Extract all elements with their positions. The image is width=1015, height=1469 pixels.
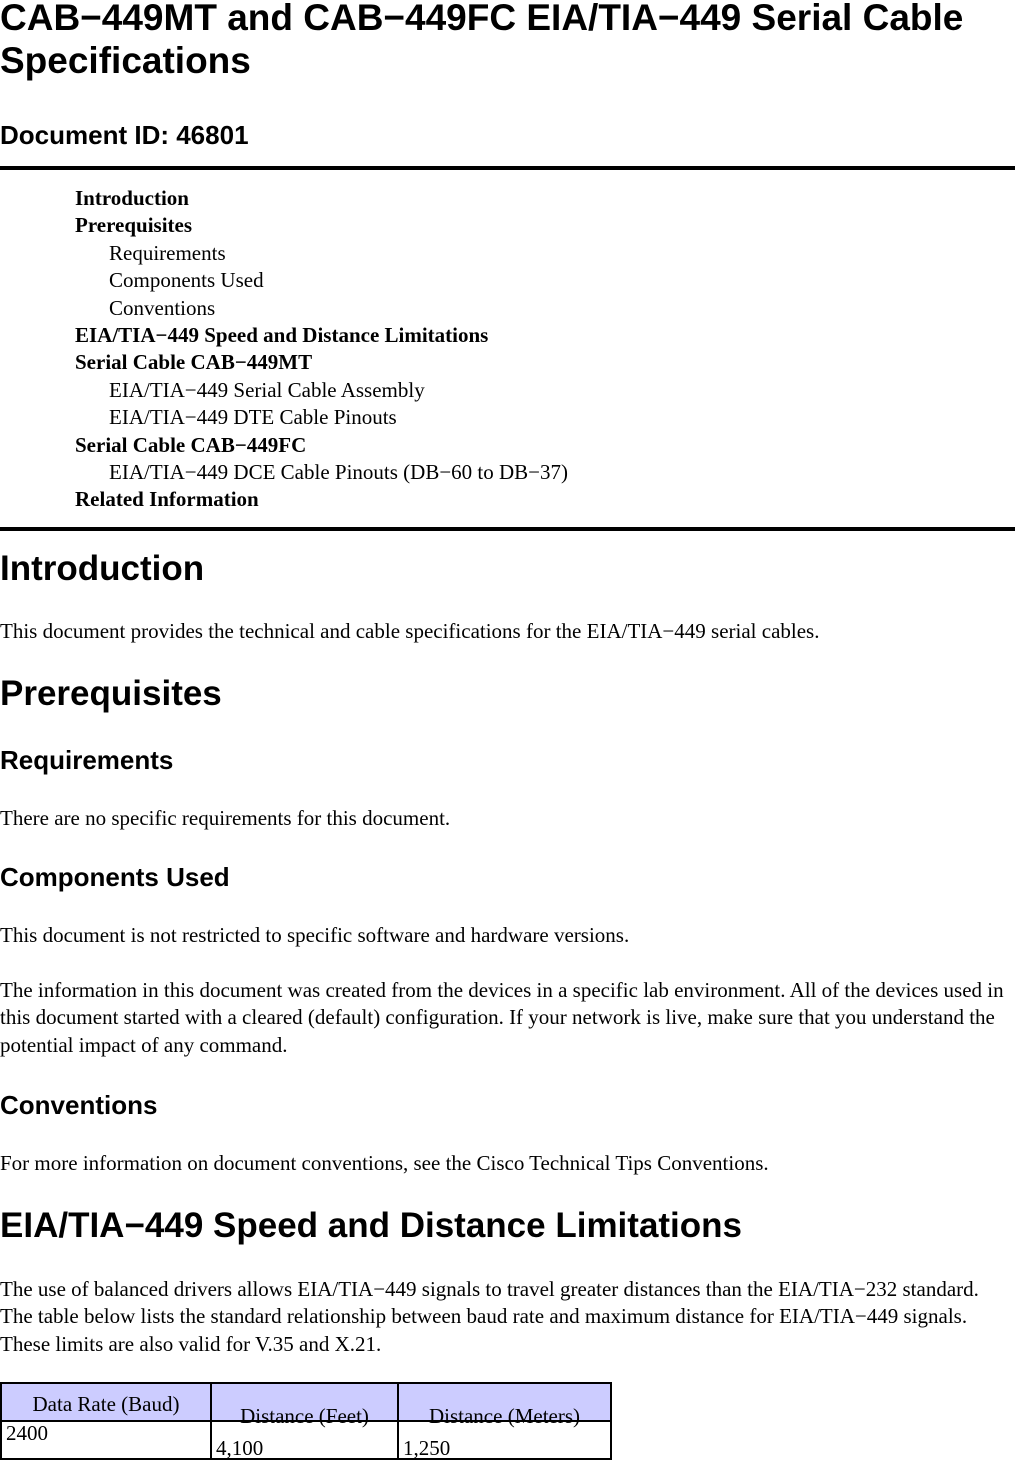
heading-prerequisites: Prerequisites: [0, 674, 222, 713]
introduction-text: This document provides the technical and cable specifications for the EIA/TIA−449 serial cables.: [0, 619, 820, 643]
toc-link-related-information[interactable]: Related Information: [75, 487, 259, 512]
table-of-contents: [0, 185, 568, 514]
toc-link-cab-449fc[interactable]: Serial Cable CAB−449FC: [75, 432, 307, 457]
toc-link-speed-distance[interactable]: EIA/TIA−449 Speed and Distance Limitations: [75, 322, 489, 347]
toc-link-conventions[interactable]: Conventions: [109, 295, 216, 320]
speed-distance-text: The use of balanced drivers allows EIA/TIA−449 signals to travel greater distances than the EIA/TIA−232 standard. The table below lists the standard relationship between baud rate and maximum distance for EIA/TIA−449 signals. These limits are also valid for V.35 and X.21.: [0, 1277, 979, 1356]
heading-components-used: Components Used: [0, 862, 230, 892]
toc-link-requirements[interactable]: Requirements: [109, 240, 226, 265]
table-header-cell: Distance (Feet): [211, 1383, 398, 1421]
heading-conventions: Conventions: [0, 1090, 158, 1120]
toc-link-cab-449mt[interactable]: Serial Cable CAB−449MT: [75, 350, 313, 375]
toc-link-cable-assembly[interactable]: EIA/TIA−449 Serial Cable Assembly: [109, 377, 425, 402]
divider-top: [0, 166, 1015, 170]
table-cell: 4,100: [211, 1421, 398, 1459]
heading-speed-distance: EIA/TIA−449 Speed and Distance Limitations: [0, 1206, 743, 1245]
components-text-2: The information in this document was created from the devices in a specific lab environment. All of the devices used in this document started with a cleared (default) configuration. If your network is live, make sure that you understand the potential impact of any command.: [0, 978, 1004, 1057]
table-header-row: [1, 1383, 611, 1421]
requirements-text: There are no specific requirements for this document.: [0, 806, 451, 830]
table-row: [1, 1421, 611, 1459]
table-header-cell: Data Rate (Baud): [1, 1383, 211, 1421]
heading-introduction: Introduction: [0, 549, 205, 588]
toc-link-prerequisites[interactable]: Prerequisites: [75, 213, 193, 238]
document-title: CAB−449MT and CAB−449FC EIA/TIA−449 Serial Cable Specifications: [0, 0, 964, 81]
table-cell: 2400: [1, 1421, 211, 1459]
toc-link-dce-pinouts[interactable]: EIA/TIA−449 DCE Cable Pinouts (DB−60 to DB−37): [109, 459, 569, 484]
heading-requirements: Requirements: [0, 745, 174, 775]
speed-distance-table: [0, 1382, 612, 1460]
toc-link-dte-pinouts[interactable]: EIA/TIA−449 DTE Cable Pinouts: [109, 405, 397, 430]
toc-link-components-used[interactable]: Components Used: [109, 268, 264, 293]
table-header-cell: Distance (Meters): [398, 1383, 611, 1421]
toc-link-introduction[interactable]: Introduction: [75, 186, 189, 210]
conventions-text: For more information on document conventions, see the Cisco Technical Tips Conventions.: [0, 1151, 769, 1175]
components-text-1: This document is not restricted to specific software and hardware versions.: [0, 923, 630, 947]
table-cell: 1,250: [398, 1421, 611, 1459]
document-id: Document ID: 46801: [0, 120, 249, 150]
divider-bottom: [0, 527, 1015, 531]
